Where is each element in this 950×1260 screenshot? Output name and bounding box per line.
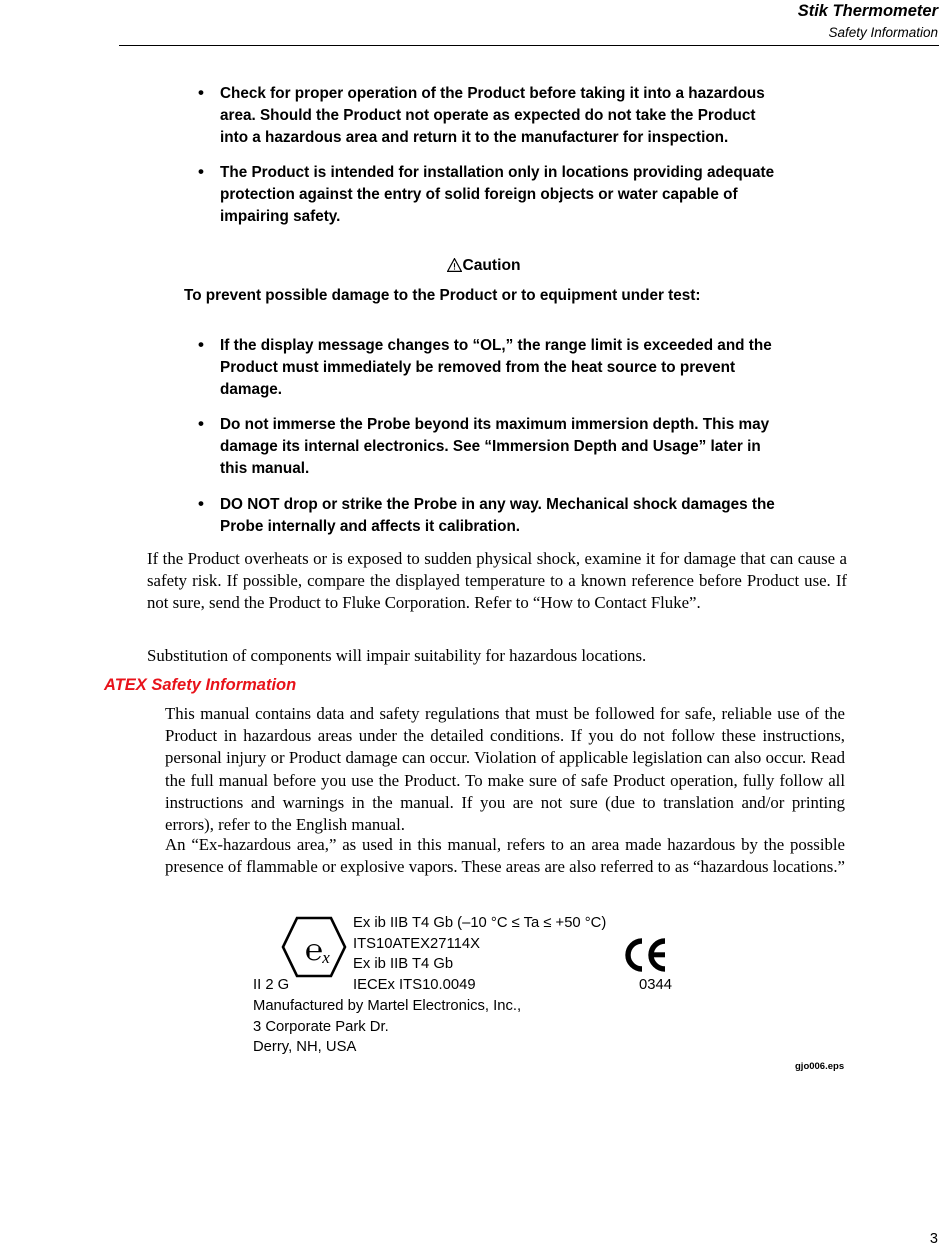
manufacturer-line: Manufactured by Martel Electronics, Inc., (253, 998, 522, 1014)
list-item: • Check for proper operation of the Product before taking it into a hazardous area. Should the Product not operate as expected do not take the Product into a hazardous area and return it to the manufacturer for inspection. (184, 83, 784, 148)
ce-mark-icon (621, 935, 671, 975)
section-heading-atex: ATEX Safety Information (104, 676, 297, 694)
caution-heading (184, 257, 784, 275)
equipment-group-marking: II 2 G (253, 977, 290, 993)
svg-text:x: x (322, 948, 330, 967)
manufacturer-line: 3 Corporate Park Dr. (253, 1018, 389, 1035)
document-subtitle: Safety Information (828, 25, 938, 40)
certification-line: Ex ib IIB T4 Gb (353, 956, 454, 972)
ex-hexagon-icon (281, 916, 347, 978)
body-paragraph-2: Substitution of components will impair suitability for hazardous locations. (147, 646, 647, 665)
page-header (0, 0, 950, 48)
body-paragraph-1: If the Product overheats or is exposed to sudden physical shock, examine it for damage that can cause a safety risk. If possible, compare the displayed temperature to a known reference before Product use. If not sure, send the Product to Fluke Corporation. Refer to “How to Contact Fluke”. (147, 549, 847, 613)
caution-intro-text: To prevent possible damage to the Product or to equipment under test: (184, 287, 701, 304)
document-title: Stik Thermometer (797, 2, 938, 20)
manufacturer-address (253, 996, 521, 1058)
atex-paragraph-1: This manual contains data and safety regulations that must be followed for safe, reliable use of the Product in hazardous areas under the detailed conditions. If you do not follow these instructions, personal injury or Product damage can occur. Violation of applicable legislation can also occur. Read the full manual before you use the Product. To make sure of safe Product operation, fully follow all instructions and warnings in the manual. If you are not sure (due to translation and/or printing errors), refer to the English manual. (165, 704, 845, 835)
caution-heading-label: Caution (462, 257, 521, 274)
svg-text:℮: ℮ (304, 934, 324, 967)
figure-id-label: gjo006.eps (795, 1061, 845, 1072)
certification-line: Ex ib IIB T4 Gb (–10 °C ≤ Ta ≤ +50 °C) (353, 915, 607, 931)
page-number: 3 (929, 1231, 938, 1247)
header-divider (119, 45, 939, 46)
atex-paragraph-2: An “Ex-hazardous area,” as used in this manual, refers to an area made hazardous by the possible presence of flammable or explosive vapors. These areas are also referred to as “hazardous locations.” (165, 835, 845, 877)
certification-line: ITS10ATEX27114X (353, 935, 480, 952)
list-item: • Do not immerse the Probe beyond its maximum immersion depth. This may damage its internal electronics. See “Immersion Depth and Usage” later in this manual. (184, 414, 784, 479)
warning-bullet-list (184, 83, 784, 242)
certification-line: IECEx ITS10.0049 (353, 976, 476, 993)
certification-block (253, 913, 893, 1055)
list-item: • If the display message changes to “OL,” the range limit is exceeded and the Product must immediately be removed from the heat source to prevent damage. (184, 335, 784, 400)
warning-triangle-icon (447, 258, 462, 272)
caution-bullet-list (184, 335, 784, 551)
list-item: • DO NOT drop or strike the Probe in any way. Mechanical shock damages the Probe internally and affects it calibration. (184, 494, 784, 538)
manufacturer-line: Derry, NH, USA (253, 1039, 357, 1055)
list-item: • The Product is intended for installation only in locations providing adequate protection against the entry of solid foreign objects or water capable of impairing safety. (184, 162, 784, 227)
notified-body-number: 0344 (639, 977, 672, 993)
